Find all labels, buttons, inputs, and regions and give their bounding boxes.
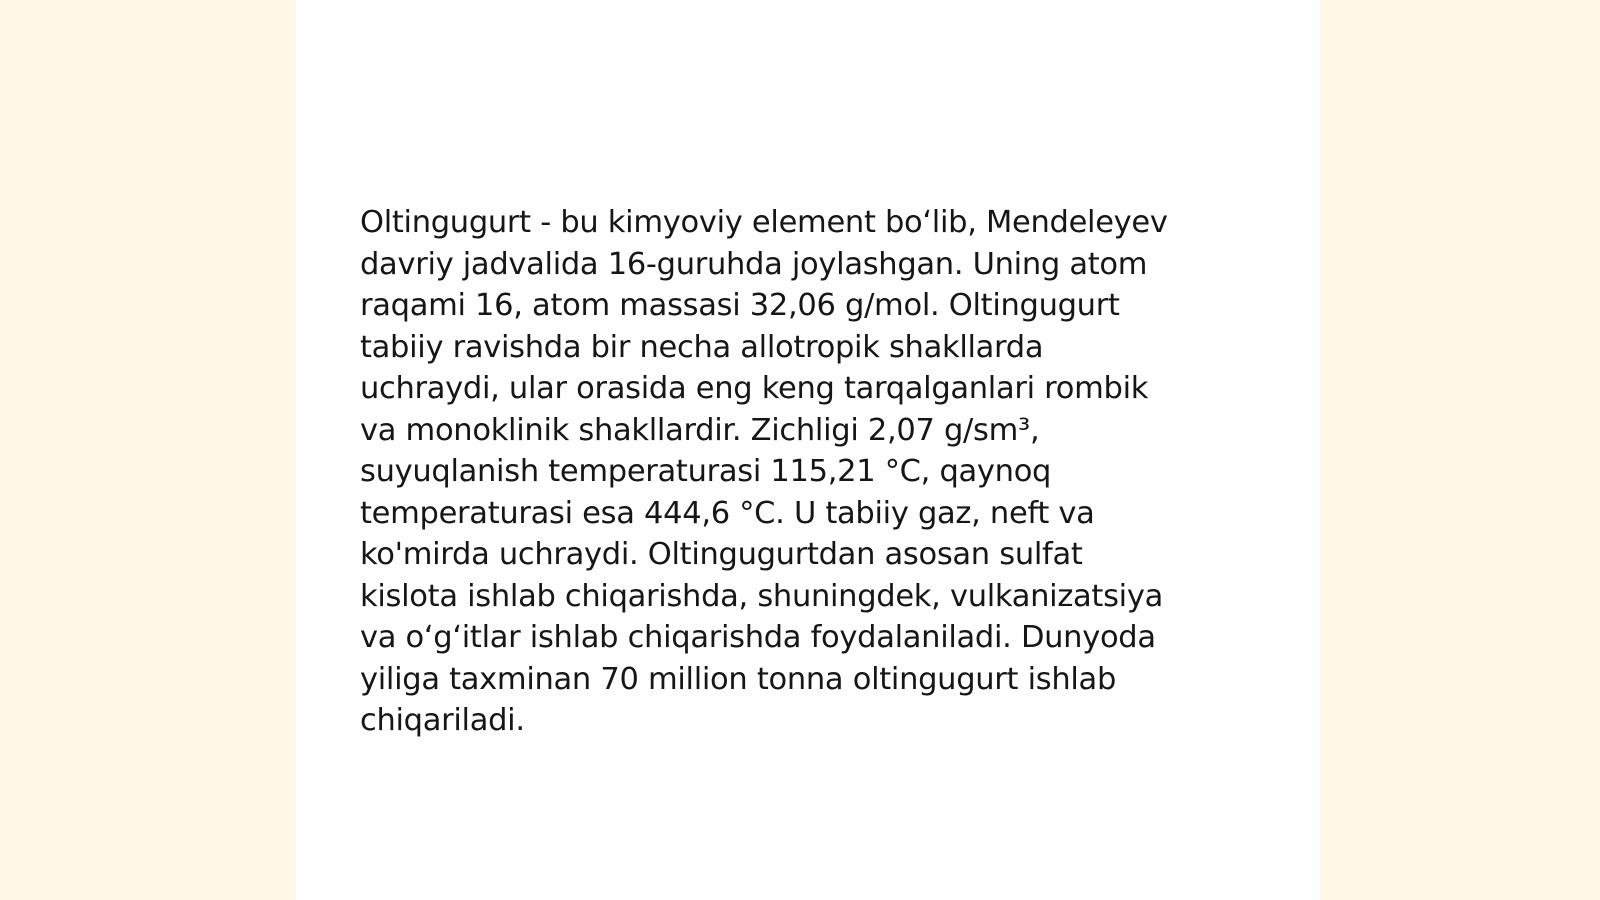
text-line: raqami 16, atom massasi 32,06 g/mol. Oltingugurt	[360, 288, 1120, 323]
slide-body-text	[360, 202, 1240, 742]
text-line: suyuqlanish temperaturasi 115,21 °C, qaynoq	[360, 454, 1052, 489]
text-line: davriy jadvalida 16-guruhda joylashgan. Uning atom	[360, 246, 1148, 282]
text-line: kislota ishlab chiqarishda, shuningdek, vulkanizatsiya	[360, 578, 1163, 614]
text-line: chiqariladi.	[360, 703, 525, 738]
text-line: uchraydi, ular orasida eng keng tarqalganlari rombik	[360, 371, 1149, 406]
text-line: tabiiy ravishda bir necha allotropik shakllarda	[360, 329, 1044, 365]
slide	[296, 0, 1320, 900]
text-line: ko'mirda uchraydi. Oltingugurtdan asosan sulfat	[360, 537, 1083, 572]
text-line: va o‘g‘itlar ishlab chiqarishda foydalaniladi. Dunyoda	[360, 620, 1156, 655]
text-line: Oltingugurt - bu kimyoviy element bo‘lib, Mendeleyev	[360, 205, 1168, 240]
text-line: temperaturasi esa 444,6 °C. U tabiiy gaz, neft va	[360, 495, 1095, 531]
text-line: va monoklinik shakllardir. Zichligi 2,07 g/sm³,	[360, 412, 1040, 448]
text-line: yiliga taxminan 70 million tonna oltingugurt ishlab	[360, 661, 1117, 697]
